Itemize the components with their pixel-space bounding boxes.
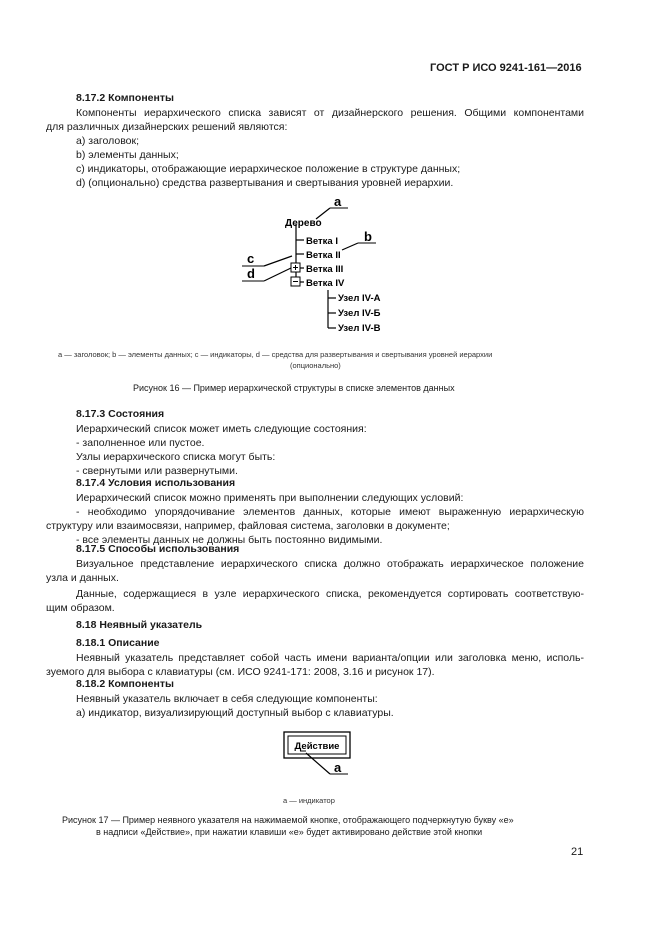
page-number: 21 [571, 846, 584, 858]
paragraph-line: - все элементы данных не должны быть постоянно видимыми. [76, 534, 383, 546]
list-item: c) индикаторы, отображающие иерархическое положение в структуре данных; [76, 163, 461, 175]
action-button-label: Действие [294, 741, 340, 752]
tree-node-label: Узел IV-В [338, 323, 381, 334]
section-8-18-heading: 8.18 Неявный указатель [76, 619, 203, 631]
tree-node-label: Узел IV-А [338, 293, 381, 304]
section-8-18-2-heading: 8.18.2 Компоненты [76, 678, 174, 690]
paragraph-line: для различных дизайнерских решений являются: [46, 121, 288, 133]
paragraph-line: Иерархический список может иметь следующие состояния: [76, 423, 367, 435]
document-header-id: ГОСТ Р ИСО 9241-161—2016 [430, 62, 582, 74]
paragraph-line: а) индикатор, визуализирующий доступный выбор с клавиатуры. [76, 707, 394, 719]
section-8-17-4-heading: 8.17.4 Условия использования [76, 477, 236, 489]
paragraph-line: - свернутыми или развернутыми. [76, 465, 238, 477]
paragraph-line: структуру или взаимосвязи, например, файловая система, заголовки в документе; [46, 520, 450, 532]
section-8-17-2-heading: 8.17.2 Компоненты [76, 92, 174, 104]
paragraph-line: Иерархический список можно применять при выполнении следующих условий: [76, 492, 464, 504]
figure-17-legend: а — индикатор [283, 796, 335, 805]
paragraph-line: узла и данных. [46, 572, 119, 584]
section-8-18-1-heading: 8.18.1 Описание [76, 637, 160, 649]
section-8-17-5-heading: 8.17.5 Способы использования [76, 543, 240, 555]
figure-16-legend: а — заголовок; b — элементы данных; с — индикаторы, d — средства для развертывания и свертывания уровней иерархии [58, 350, 493, 359]
list-item: а) заголовок; [76, 135, 140, 147]
figure-16-tree-diagram [230, 192, 430, 342]
marker-a: a [334, 194, 342, 209]
marker-a: a [334, 760, 342, 775]
marker-c: c [247, 251, 255, 266]
paragraph-line: - необходимо упорядочивание элементов данных, которые имеют выраженную иерархическую [76, 506, 584, 518]
figure-17-caption-line2: в надписи «Действие», при нажатии клавиши «е» будет активировано действие этой кнопки [96, 827, 483, 837]
tree-branch-label: Ветка III [306, 264, 344, 275]
paragraph-line: Неявный указатель включает в себя следующие компоненты: [76, 693, 378, 705]
marker-b: b [364, 229, 372, 244]
paragraph-line: щим образом. [46, 602, 115, 614]
tree-branch-label: Ветка II [306, 250, 341, 261]
paragraph-line: Узлы иерархического списка могут быть: [76, 451, 276, 463]
figure-16-legend-cont: (опционально) [290, 361, 341, 370]
figure-17-caption-line1: Рисунок 17 — Пример неявного указателя на нажимаемой кнопке, отображающего подчеркнутую букву «е» [62, 815, 514, 825]
marker-d: d [247, 266, 255, 281]
tree-node-label: Узел IV-Б [338, 308, 381, 319]
paragraph-line: зуемого для выбора с клавиатуры (см. ИСО 9241-171: 2008, 3.16 и рисунок 17). [46, 666, 435, 678]
tree-branch-label: Ветка IV [306, 278, 345, 289]
paragraph-line: - заполненное или пустое. [76, 437, 205, 449]
paragraph-line: Компоненты иерархического списка зависят от дизайнерского решения. Общими компонентами [76, 107, 584, 119]
list-item: b) элементы данных; [76, 149, 179, 161]
tree-branch-label: Ветка I [306, 236, 338, 247]
figure-16-caption: Рисунок 16 — Пример иерархической структуры в списке элементов данных [133, 383, 455, 393]
paragraph-line: Неявный указатель представляет собой часть имени варианта/опции или заголовка меню, исполь- [76, 652, 584, 664]
figure-17-button-diagram [280, 730, 380, 786]
paragraph-line: Данные, содержащиеся в узле иерархического списка, рекомендуется сортировать соответствую- [76, 588, 584, 600]
paragraph-line: Визуальное представление иерархического списка должно отображать иерархическое положение [76, 558, 584, 570]
tree-root-label: Дерево [285, 218, 322, 229]
list-item: d) (опционально) средства развертывания и свертывания уровней иерархии. [76, 177, 454, 189]
section-8-17-3-heading: 8.17.3 Состояния [76, 408, 165, 420]
